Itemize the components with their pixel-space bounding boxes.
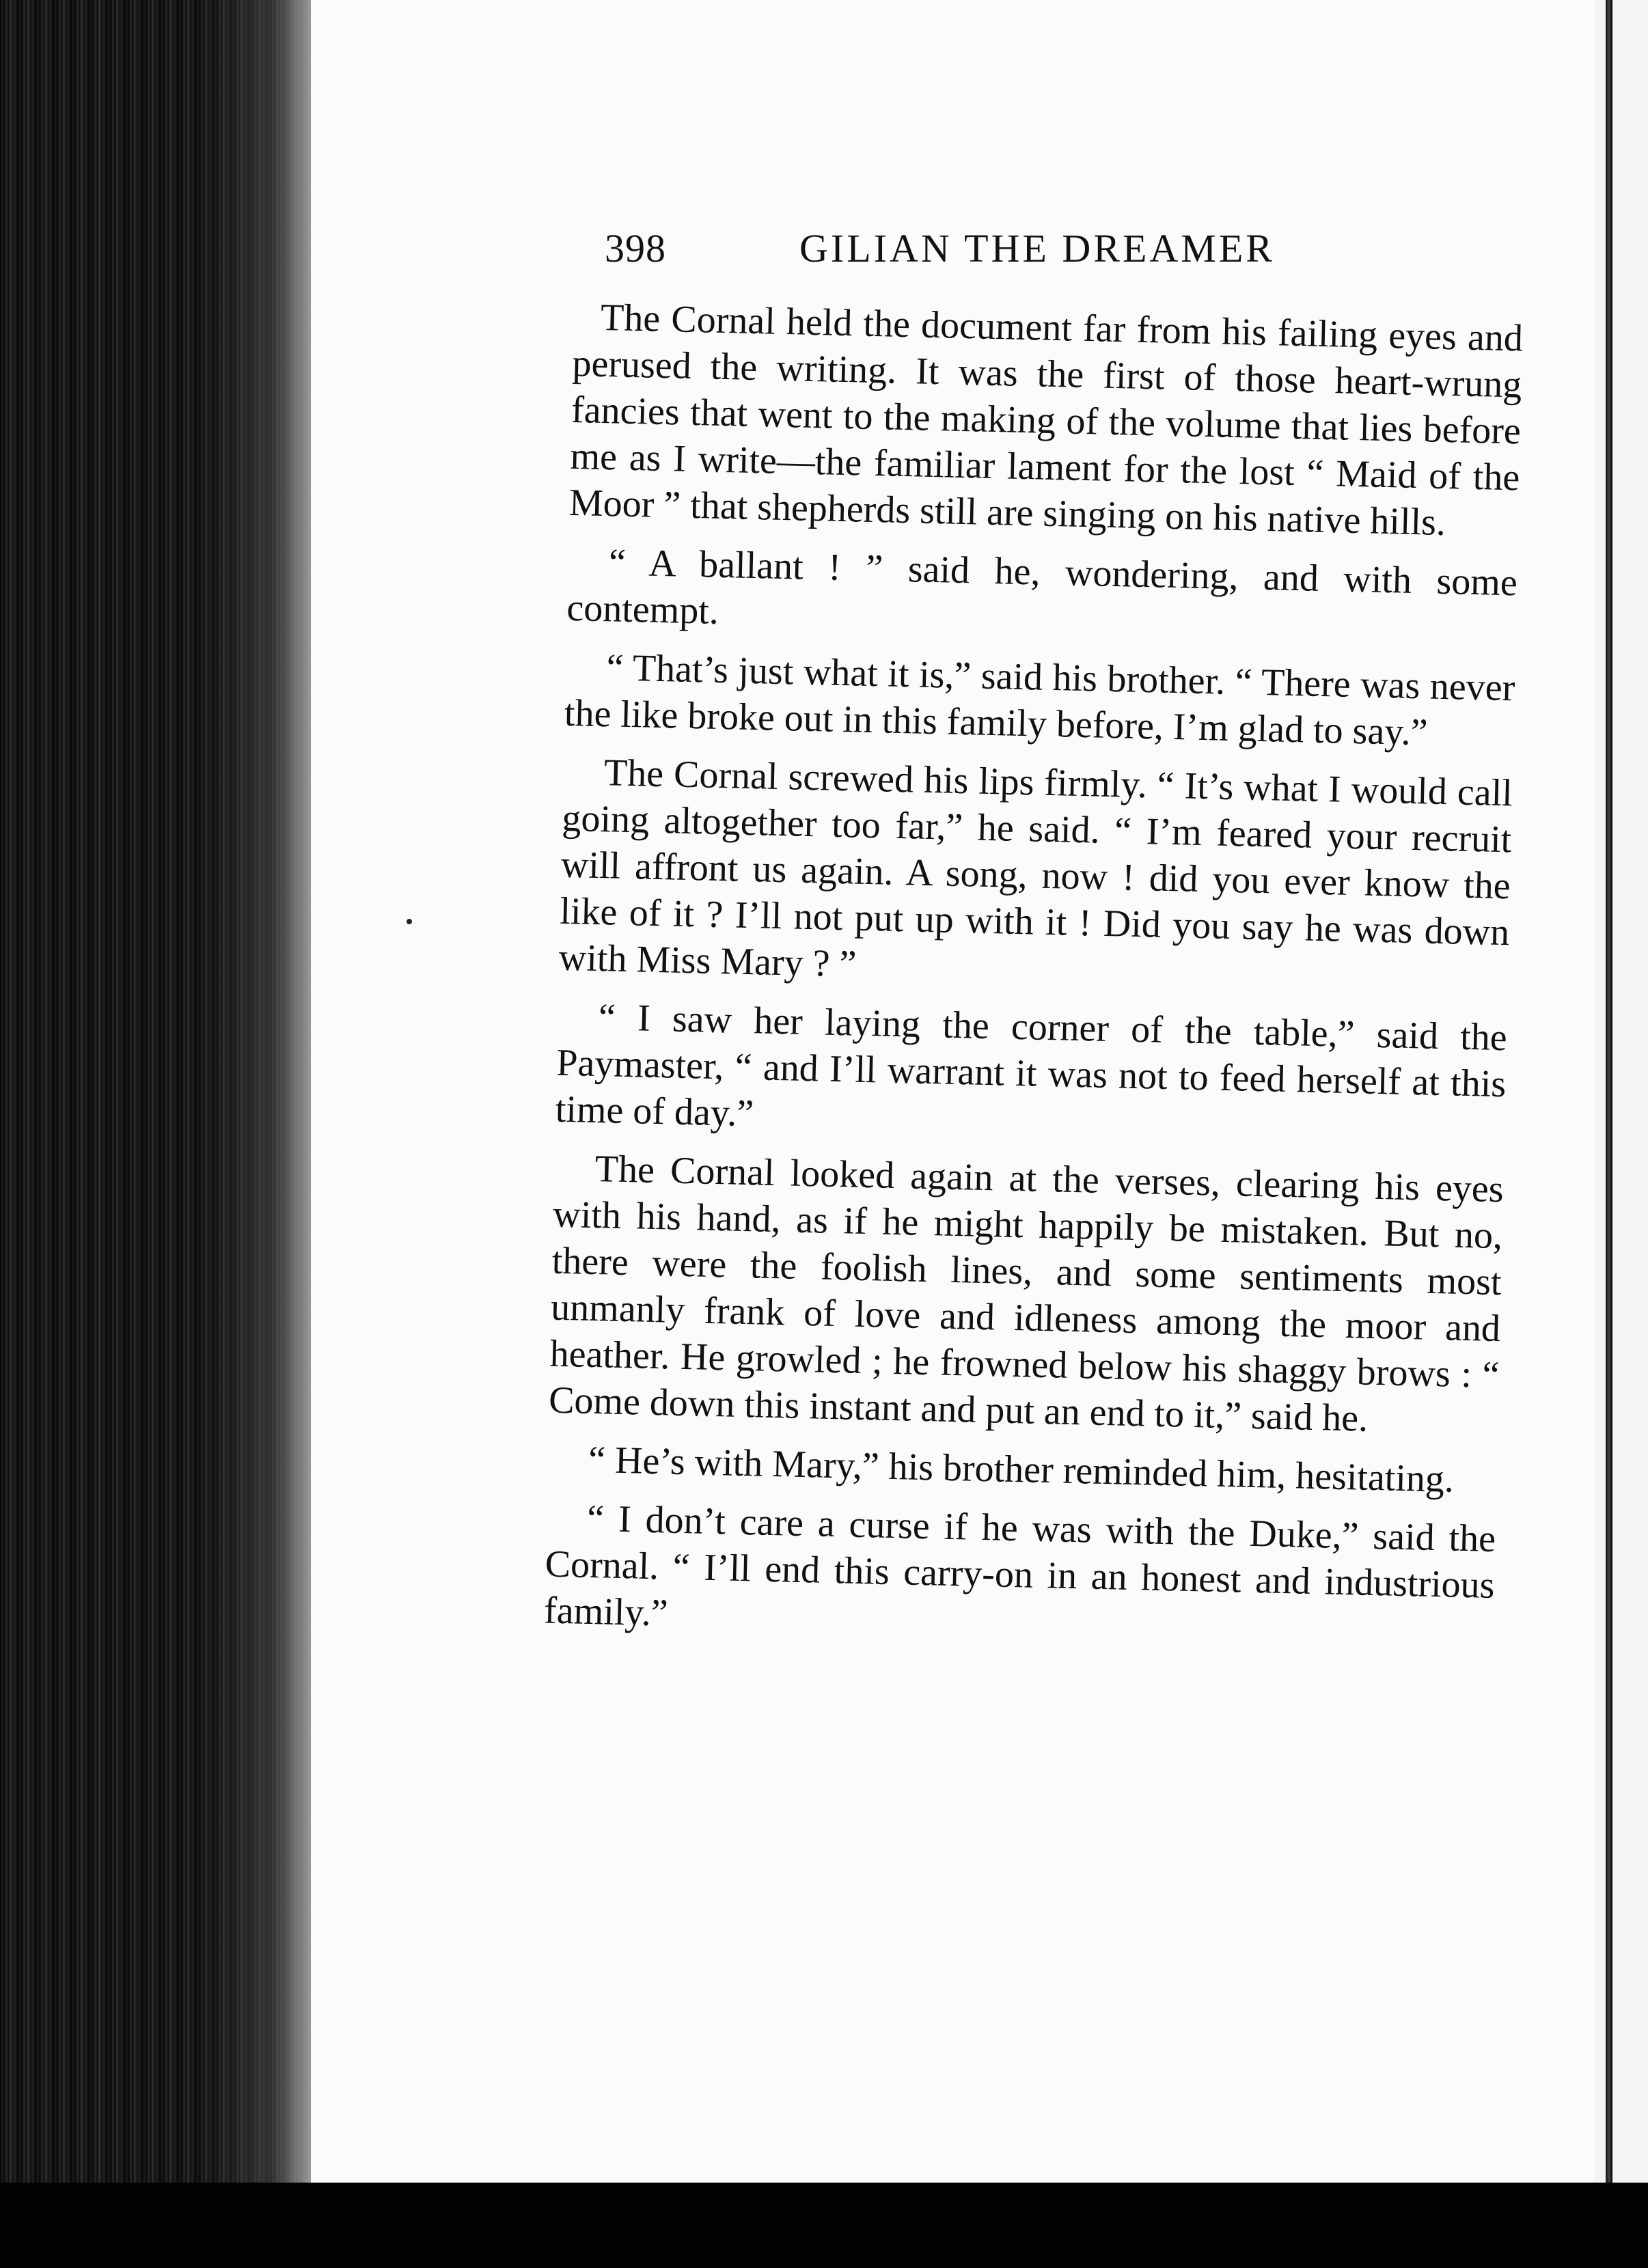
- paragraph: “ A ballant ! ” said he, wondering, and with some contempt.: [566, 541, 1518, 633]
- paragraph: “ I don’t care a curse if he was with the Duke,” said the Cornal. “ I’ll end this carry-on in an honest and industrious family.”: [543, 1497, 1496, 1635]
- page-number: 398: [605, 226, 666, 271]
- bottom-shadow: [0, 2183, 1648, 2268]
- paragraph: “ I saw her laying the corner of the table,” said the Paymaster, “ and I’ll warrant it was not to feed herself at this time of day.”: [555, 996, 1508, 1135]
- paragraph: The Cornal held the document far from his failing eyes and perused the writing. It was the first of those heart-wrung fancies that went to the making of the volume that lies before me as I write—the familiar lament for the lost “ Maid of the Moor ” that shepherds still are singing on his native hills.: [568, 296, 1524, 544]
- gutter-shadow: [205, 0, 321, 2268]
- body-text: [543, 294, 1524, 1668]
- paragraph: “ He’s with Mary,” his brother reminded him, hesitating.: [588, 1438, 1455, 1501]
- paragraph: The Cornal screwed his lips firmly. “ It’s what I would call going altogether too far,” he said. “ I’m feared your recruit will affront us again. A song, now ! did you ever know the like of it ? I’ll not put up with it ! Did you say he was down with Miss Mary ? ”: [558, 751, 1513, 986]
- paragraph: The Cornal looked again at the verses, clearing his eyes with his hand, as if he might happily be mistaken. But no, there were the foolish lines, and some sentiments most unmanly frank of love and idleness among the moor and heather. He growled ; he frowned below his shaggy brows : “ Come down this instant and put an end to it,” said he.: [548, 1148, 1505, 1440]
- running-head: GILIAN THE DREAMER: [799, 226, 1275, 271]
- paragraph: “ That’s just what it is,” said his brother. “ There was never the like broke out in this family before, I’m glad to say.”: [564, 646, 1515, 754]
- scan-speck: [407, 919, 412, 924]
- page-edge-line: [1606, 0, 1612, 2213]
- page-header: [605, 225, 1343, 307]
